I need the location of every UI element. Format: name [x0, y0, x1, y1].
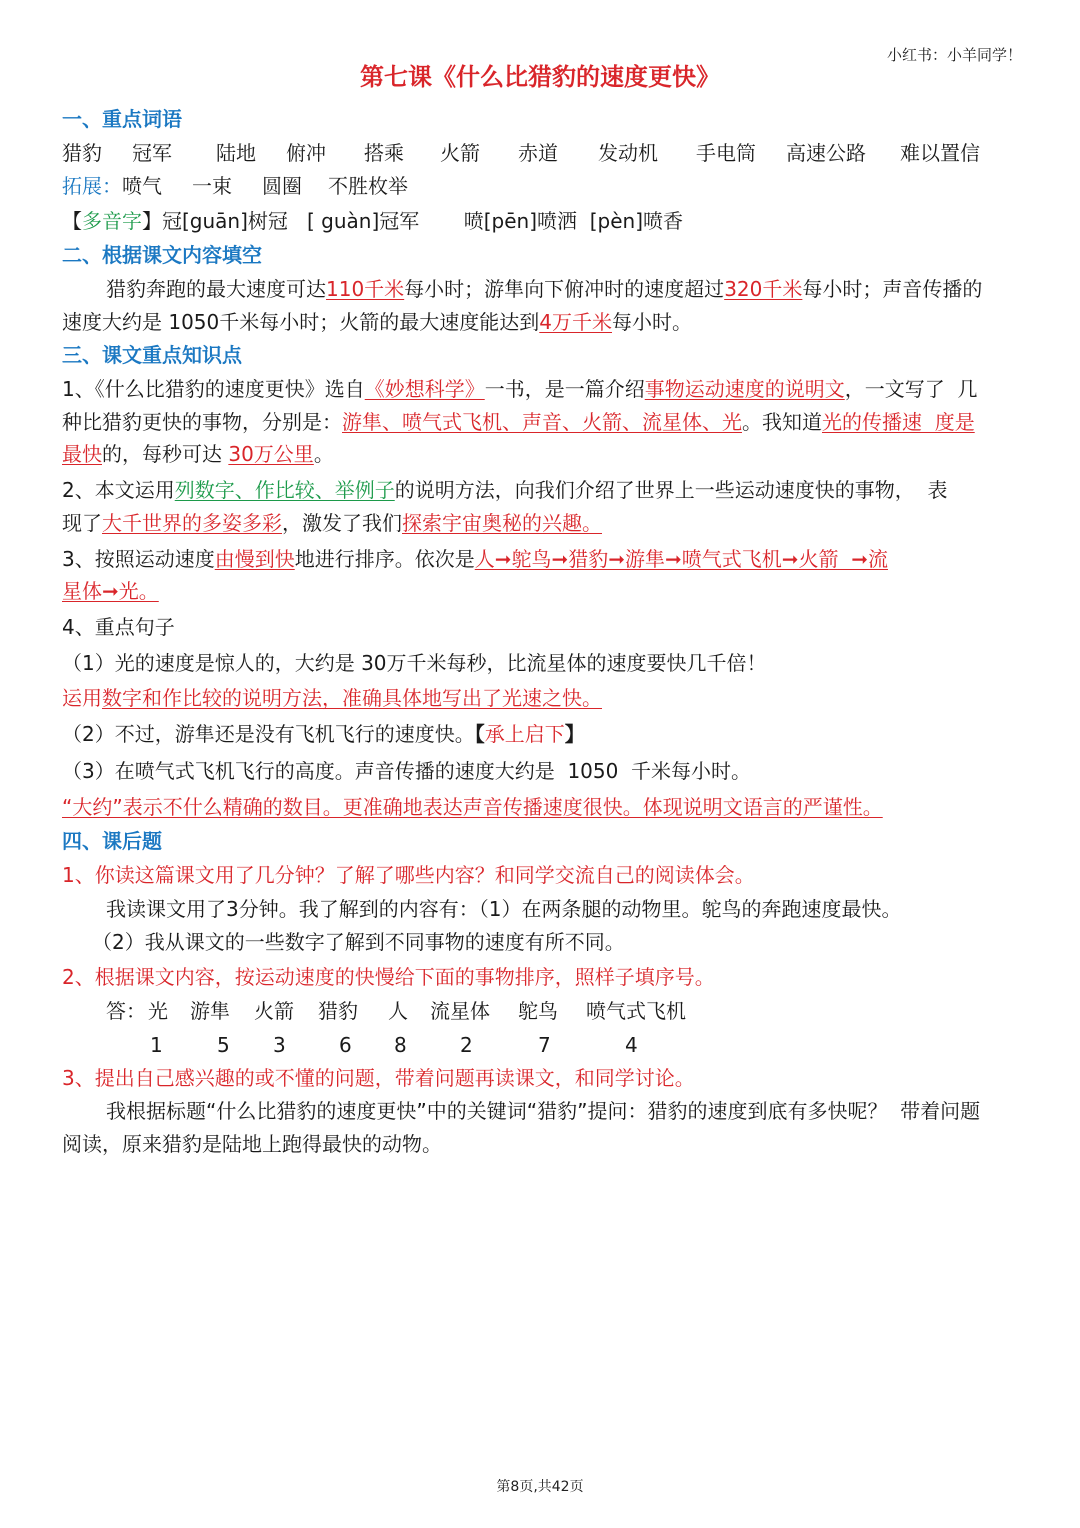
key-word: 火箭 [440, 141, 480, 165]
bracket: 】 [142, 209, 162, 233]
knowledge-1-line-2 [62, 407, 975, 437]
knowledge-3-line-2 [62, 576, 159, 606]
sort-item: 人 [388, 999, 408, 1023]
extension-word: 圆圈 [262, 174, 302, 198]
text: 的，每秒可达 [102, 442, 229, 466]
answer: 大千世界的多姿多彩 [102, 511, 282, 535]
answer: 承上启下 [484, 722, 565, 746]
key-word: 俯冲 [286, 141, 326, 165]
key-word: 赤道 [518, 141, 558, 165]
section-heading-2: 二、根据课文内容填空 [62, 243, 262, 267]
fill-blank-line-2 [62, 307, 692, 337]
fill-blank-line-1 [106, 274, 982, 304]
text: 运用 [62, 686, 102, 710]
knowledge-1-line-1 [62, 374, 977, 404]
sort-item: 流星体 [430, 999, 490, 1023]
answer-3-line-2: 阅读，原来猎豹是陆地上跑得最快的动物。 [62, 1132, 442, 1156]
extension-word: 不胜枚举 [328, 174, 408, 198]
bracket: 】 [564, 722, 585, 746]
question-1: 1、你读这篇课文用了几分钟？了解了哪些内容？和同学交流自己的阅读体会。 [62, 863, 755, 887]
polyphone-label: 多音字 [82, 209, 142, 233]
sort-item: 鸵鸟 [518, 999, 558, 1023]
watermark: 小红书：小羊同学！ [886, 46, 1022, 64]
text: 。 [313, 442, 334, 466]
sort-number: 4 [625, 1033, 638, 1057]
text: （2）不过，游隼还是没有飞机飞行的速度快。 [62, 722, 475, 746]
question-2: 2、根据课文内容，按运动速度的快慢给下面的事物排序，照样子填序号。 [62, 965, 715, 989]
answer: 《妙想科学》 [364, 377, 485, 401]
answer: 列数字、作比较、举例子 [174, 478, 395, 502]
answer: 数字和作比较的说明方法，准确具体地写出了光速之快。 [102, 686, 602, 710]
answer: 光的传播速 度是 [822, 410, 975, 434]
knowledge-2-line-2 [62, 508, 602, 538]
section-heading-3: 三、课文重点知识点 [62, 343, 242, 367]
sort-item: 游隼 [190, 999, 230, 1023]
sort-item: 喷气式飞机 [586, 999, 686, 1023]
sort-number: 5 [217, 1033, 230, 1057]
text: 种比猎豹更快的事物，分别是： [62, 410, 342, 434]
sort-item: 火箭 [254, 999, 294, 1023]
sort-number: 8 [394, 1033, 407, 1057]
answer: 110千米 [326, 277, 405, 301]
section-heading-4: 四、课后题 [62, 829, 162, 853]
knowledge-1-line-3 [62, 439, 334, 469]
key-word: 冠军 [132, 141, 172, 165]
key-word: 发动机 [598, 141, 658, 165]
key-word: 高速公路 [786, 141, 866, 165]
answer: 探索宇宙奥秘的兴趣。 [402, 511, 602, 535]
sort-number: 1 [150, 1033, 163, 1057]
answer: 人➞鸵鸟➞猎豹➞游隼➞喷气式飞机➞火箭 ➞流 [474, 547, 888, 571]
answer: 由慢到快 [214, 547, 295, 571]
knowledge-3-line-1 [62, 544, 888, 574]
answer-3-line-1: 我根据标题“什么比猎豹的速度更快”中的关键词“猎豹”提问：猎豹的速度到底有多快呢？ 带着问题 [106, 1099, 981, 1123]
answer: 最快 [62, 442, 102, 466]
sort-item: 猎豹 [318, 999, 358, 1023]
extension-label: 拓展： [62, 174, 122, 198]
answer-1-line-1: 我读课文用了3分钟。我了解到的内容有：（1）在两条腿的动物里。鸵鸟的奔跑速度最快。 [106, 897, 902, 921]
key-word: 猎豹 [62, 141, 102, 165]
sort-number: 2 [460, 1033, 473, 1057]
text: 每小时；声音传播的 [802, 277, 983, 301]
text: 3、按照运动速度 [62, 547, 215, 571]
text: ，激发了我们 [282, 511, 402, 535]
answer-2-items-row [106, 996, 806, 1026]
extension-word: 一束 [192, 174, 232, 198]
key-word: 搭乘 [364, 141, 404, 165]
answer: 星体➞光。 [62, 579, 159, 603]
answer: 事物运动速度的说明文 [644, 377, 845, 401]
polyphone-row [62, 206, 683, 236]
key-word: 手电筒 [696, 141, 756, 165]
key-word: 难以置信 [900, 141, 980, 165]
answer-label: 答： [106, 999, 146, 1023]
key-sentence-1: （1）光的速度是惊人的，大约是 30万千米每秒，比流星体的速度要快几千倍！ [62, 651, 767, 675]
sort-number: 7 [538, 1033, 551, 1057]
text: 的说明方法，向我们介绍了世界上一些运动速度快的事物， 表 [394, 478, 948, 502]
text: 猎豹奔跑的最大速度可达 [106, 277, 326, 301]
answer: 4万千米 [539, 310, 612, 334]
bracket: 【 [474, 722, 485, 746]
key-word: 陆地 [216, 141, 256, 165]
text: 。我知道 [742, 410, 822, 434]
page-footer: 第8页,共42页 [496, 1479, 584, 1495]
text: 每小时；游隼向下俯冲时的速度超过 [404, 277, 725, 301]
page-title: 第七课《什么比猎豹的速度更快》 [360, 63, 720, 91]
text: 地进行排序。依次是 [294, 547, 475, 571]
section-heading-1: 一、重点词语 [62, 107, 182, 131]
knowledge-4-label: 4、重点句子 [62, 615, 175, 639]
answer: 30万公里 [228, 442, 314, 466]
extension-row [62, 171, 408, 201]
sort-item: 光 [148, 999, 168, 1023]
answer-1-line-2: （2）我从课文的一些数字了解到不同事物的速度有所不同。 [92, 930, 625, 954]
key-sentence-3: （3）在喷气式飞机飞行的高度。声音传播的速度大约是 1050 千米每小时。 [62, 759, 752, 783]
knowledge-2-line-1 [62, 475, 947, 505]
text: 速度大约是 1050千米每小时；火箭的最大速度能达到 [62, 310, 540, 334]
answer: 320千米 [724, 277, 803, 301]
key-sentence-1-analysis [62, 683, 602, 713]
polyphone-text: 冠[guān]树冠 [ guàn]冠军 喷[pēn]喷洒 [pèn]喷香 [162, 209, 684, 233]
question-3: 3、提出自己感兴趣的或不懂的问题，带着问题再读课文，和同学讨论。 [62, 1066, 695, 1090]
sort-number: 3 [273, 1033, 286, 1057]
text: 现了 [62, 511, 102, 535]
answer-2-numbers-row [0, 1030, 1080, 1060]
answer: 游隼、喷气式飞机、声音、火箭、流星体、光 [342, 410, 742, 434]
key-sentence-3-analysis: “大约”表示不什么精确的数目。更准确地表达声音传播速度很快。体现说明文语言的严谨性。 [62, 795, 883, 819]
text: 1、《什么比猎豹的速度更快》选自 [62, 377, 365, 401]
text: 每小时。 [612, 310, 692, 334]
bracket: 【 [62, 209, 82, 233]
text: 2、本文运用 [62, 478, 175, 502]
key-sentence-2 [62, 719, 585, 749]
text: 一书，是一篇介绍 [484, 377, 645, 401]
text: ，一文写了 几 [844, 377, 978, 401]
sort-number: 6 [339, 1033, 352, 1057]
extension-word: 喷气 [122, 174, 162, 198]
